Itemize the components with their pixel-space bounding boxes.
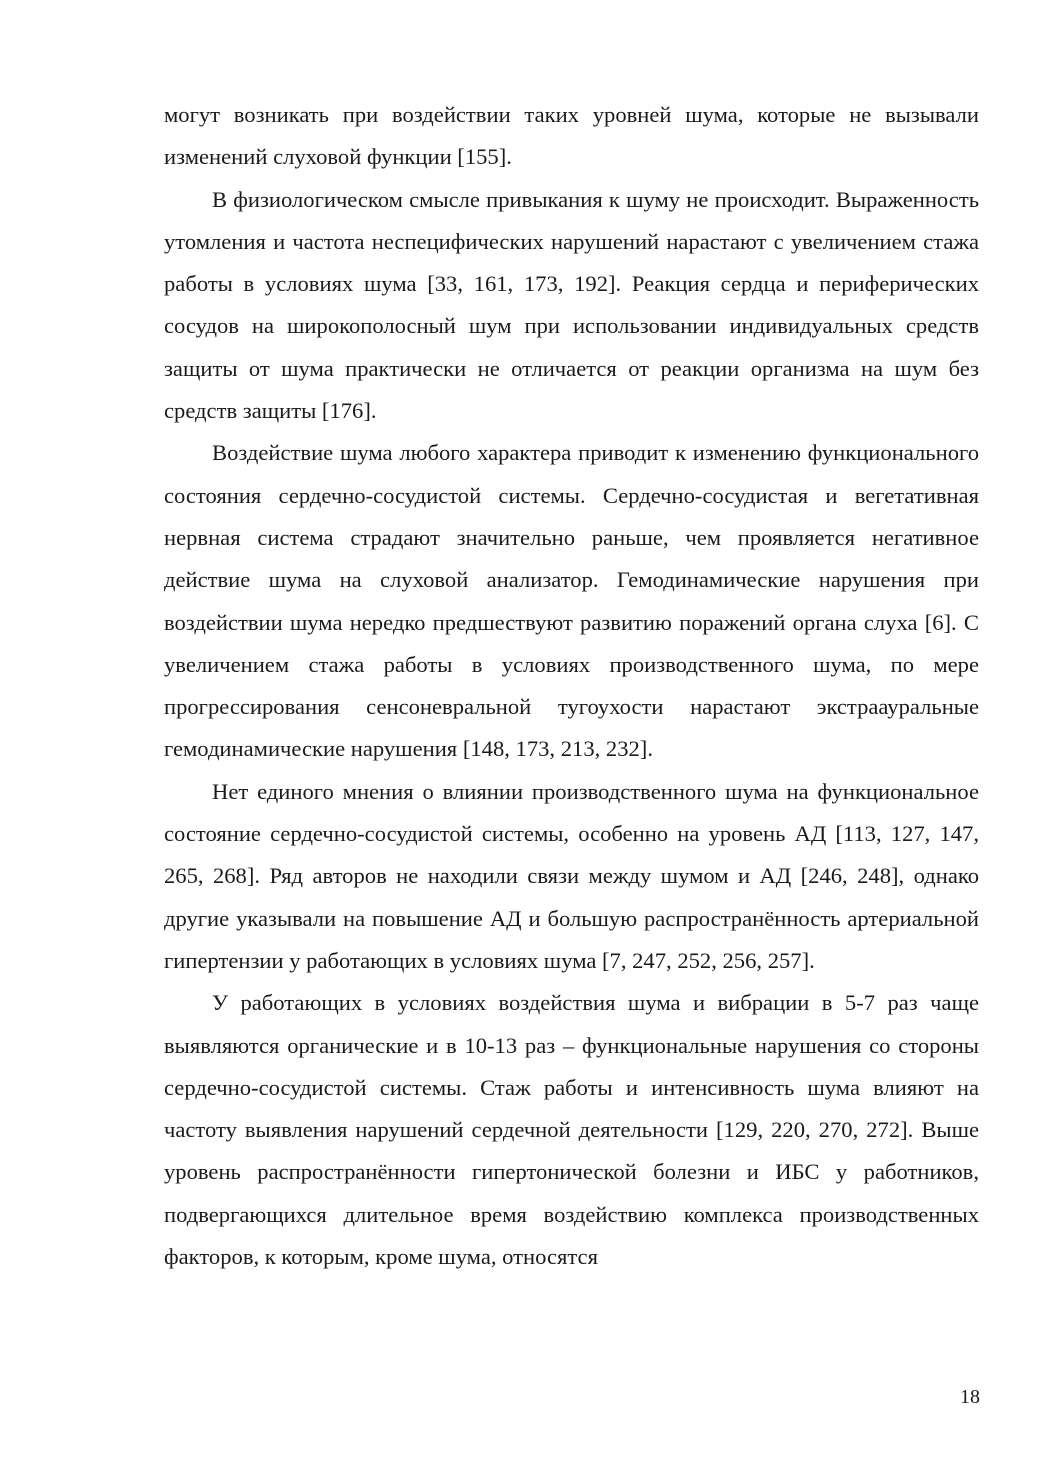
paragraph-continuation: могут возникать при воздействии таких уровней шума, которые не вызывали изменений слуховой функции [155]. [164,102,979,170]
body-text [164,94,979,1278]
paragraph-noise-vibration: У работающих в условиях воздействия шума и вибрации в 5-7 раз чаще выявляются органические и в 10-13 раз – функциональные нарушения со стороны сердечно-сосудистой системы. Стаж работы и интенсивность шума влияют на частоту выявления нарушений сердечной деятельности [129, 220, 270, 272]. Выше уровень распространённости гипертонической болезни и ИБС у работников, подвергающихся длительное время воздействию комплекса производственных факторов, к которым, кроме шума, относятся [164,990,979,1270]
paragraph-blood-pressure: Нет единого мнения о влиянии производственного шума на функциональное состояние сердечно-сосудистой системы, особенно на уровень АД [113, 127, 147, 265, 268]. Ряд авторов не находили связи между шумом и АД [246, 248], однако другие указывали на повышение АД и большую распространённость артериальной гипертензии у работающих в условиях шума [7, 247, 252, 256, 257]. [164,778,979,973]
paragraph-habituation: В физиологическом смысле привыкания к шуму не происходит. Выраженность утомления и частота неспецифических нарушений нарастают с увеличением стажа работы в условиях шума [33, 161, 173, 192]. Реакция сердца и периферических сосудов на широкополосный шум при использовании индивидуальных средств защиты от шума практически не отличается от реакции организма на шум без средств защиты [176]. [164,186,979,424]
page-number: 18 [960,1386,980,1408]
paragraph-cardiovascular-effect: Воздействие шума любого характера приводит к изменению функционального состояния сердечно-сосудистой системы. Сердечно-сосудистая и вегетативная нервная система страдают значительно раньше, чем проявляется негативное действие шума на слуховой анализатор. Гемодинамические нарушения при воздействии шума нередко предшествуют развитию поражений органа слуха [6]. С увеличением стажа работы в условиях производственного шума, по мере прогрессирования сенсоневральной тугоухости нарастают экстраауральные гемодинамические нарушения [148, 173, 213, 232]. [164,440,979,762]
